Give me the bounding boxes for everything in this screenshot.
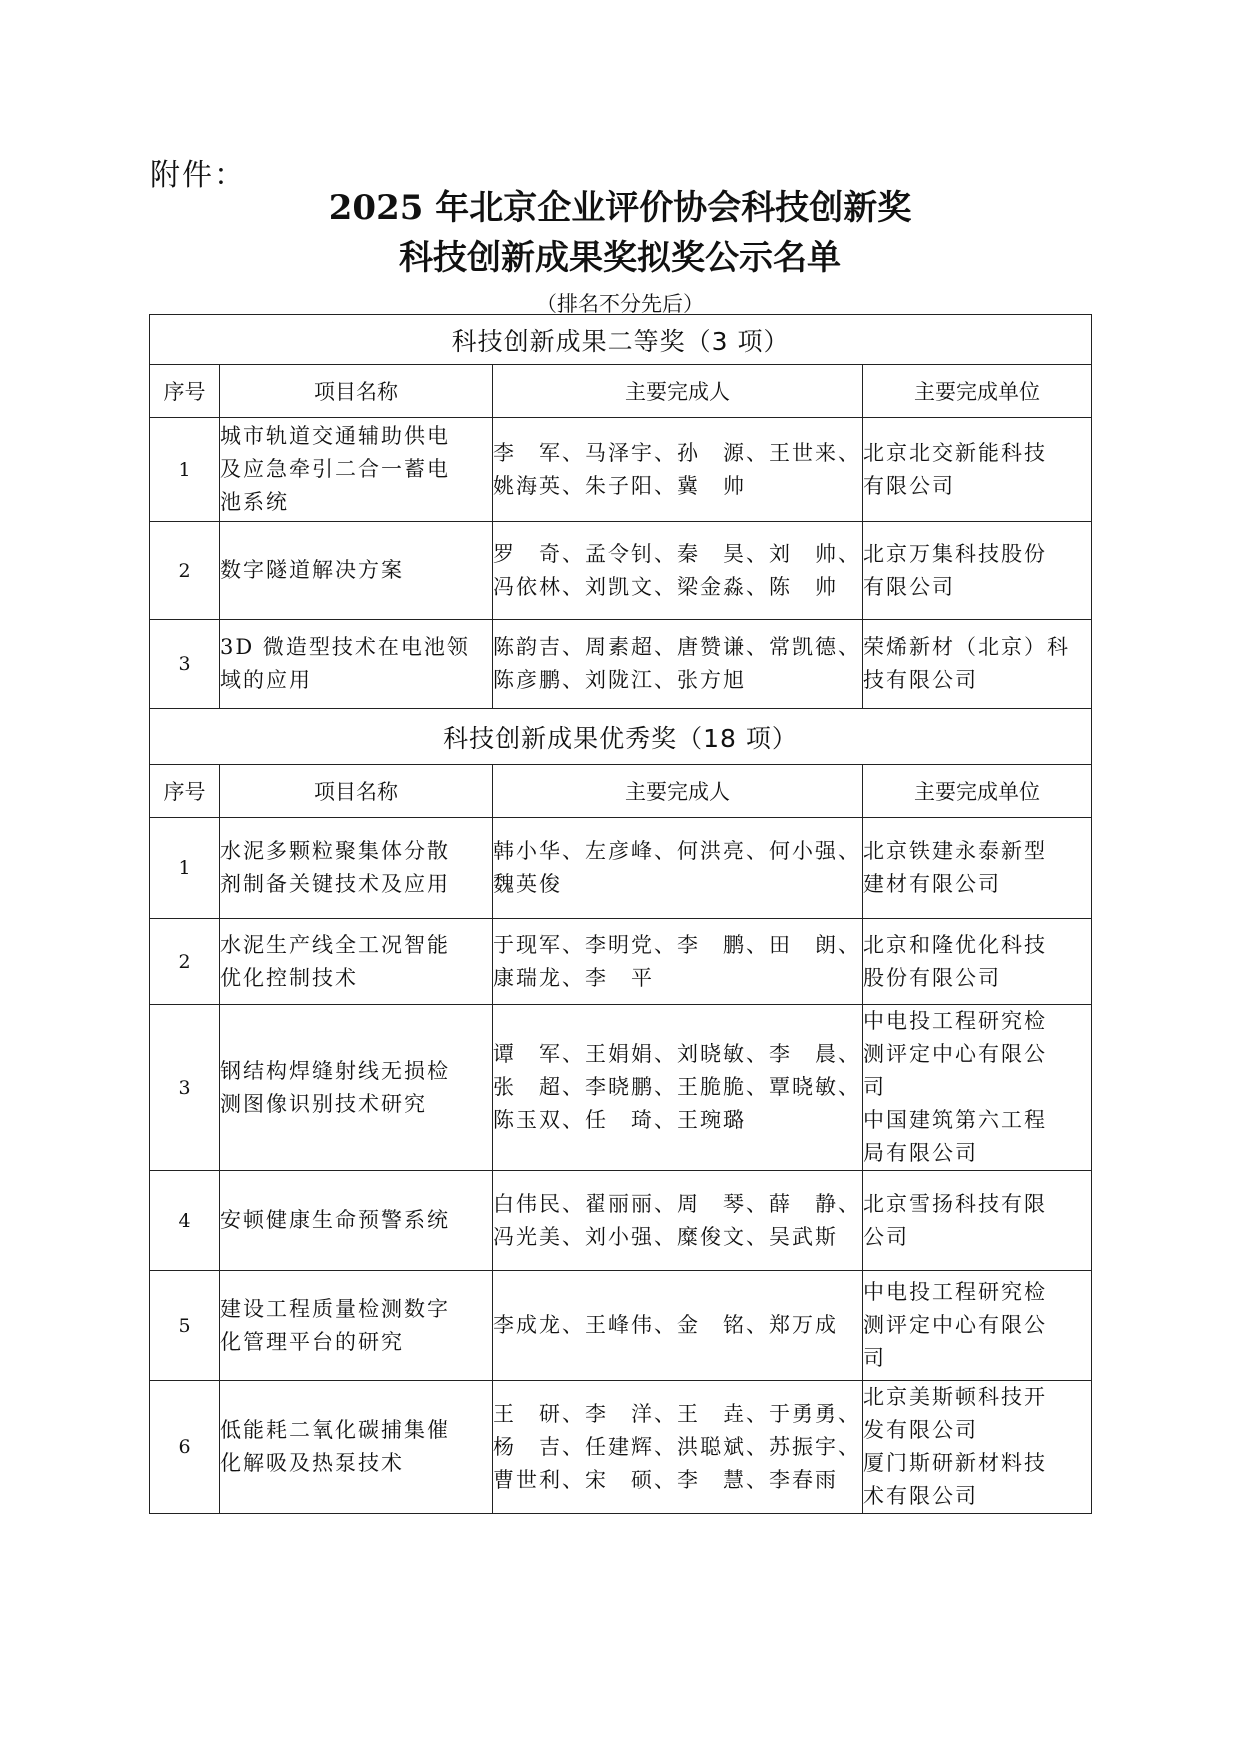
row-index: 6	[150, 1381, 220, 1514]
main-units: 北京雪扬科技有限 公司	[863, 1171, 1092, 1271]
award-list-table	[149, 314, 1092, 1514]
row-index: 1	[150, 418, 220, 522]
main-persons: 谭 军、王娟娟、刘晓敏、李 晨、 张 超、李晓鹏、王脆脆、覃晓敏、 陈玉双、任 琦、王琬璐	[493, 1005, 863, 1171]
header-project: 项目名称	[220, 365, 493, 418]
main-persons: 李 军、马泽宇、孙 源、王世来、 姚海英、朱子阳、冀 帅	[493, 418, 863, 522]
table-row	[150, 1171, 1092, 1271]
row-index: 3	[150, 620, 220, 709]
page-title-line1: 2025 年北京企业评价协会科技创新奖	[328, 188, 912, 228]
main-persons: 白伟民、翟丽丽、周 琴、薛 静、 冯光美、刘小强、糜俊文、吴武斯	[493, 1171, 863, 1271]
column-header-row	[150, 365, 1092, 418]
column-header-row	[150, 765, 1092, 818]
header-persons: 主要完成人	[493, 365, 863, 418]
main-persons: 李成龙、王峰伟、金 铭、郑万成	[493, 1271, 863, 1381]
section-title: 科技创新成果二等奖（3 项）	[150, 315, 1092, 365]
project-name: 数字隧道解决方案	[220, 522, 493, 620]
header-project: 项目名称	[220, 765, 493, 818]
header-index: 序号	[150, 765, 220, 818]
attachment-label: 附件：	[150, 158, 246, 193]
row-index: 1	[150, 818, 220, 919]
table-row	[150, 1381, 1092, 1514]
project-name: 钢结构焊缝射线无损检 测图像识别技术研究	[220, 1005, 493, 1171]
project-name: 水泥生产线全工况智能 优化控制技术	[220, 919, 493, 1005]
main-units: 北京北交新能科技 有限公司	[863, 418, 1092, 522]
page-title-line2: 科技创新成果奖拟奖公示名单	[399, 238, 841, 278]
section-title: 科技创新成果优秀奖（18 项）	[150, 709, 1092, 765]
main-persons: 韩小华、左彦峰、何洪亮、何小强、 魏英俊	[493, 818, 863, 919]
table-row	[150, 818, 1092, 919]
table-row	[150, 1271, 1092, 1381]
row-index: 3	[150, 1005, 220, 1171]
project-name: 建设工程质量检测数字 化管理平台的研究	[220, 1271, 493, 1381]
main-units: 北京万集科技股份 有限公司	[863, 522, 1092, 620]
main-units: 北京和隆优化科技 股份有限公司	[863, 919, 1092, 1005]
main-persons: 罗 奇、孟令钊、秦 昊、刘 帅、 冯依林、刘凯文、梁金淼、陈 帅	[493, 522, 863, 620]
table-row	[150, 418, 1092, 522]
table-row	[150, 522, 1092, 620]
project-name: 3D 微造型技术在电池领 域的应用	[220, 620, 493, 709]
table-row	[150, 620, 1092, 709]
main-units: 荣烯新材（北京）科 技有限公司	[863, 620, 1092, 709]
main-persons: 王 研、李 洋、王 垚、于勇勇、 杨 吉、任建辉、洪聪斌、苏振宇、 曹世利、宋 硕、李 慧、李春雨	[493, 1381, 863, 1514]
main-units: 中电投工程研究检 测评定中心有限公 司	[863, 1271, 1092, 1381]
row-index: 5	[150, 1271, 220, 1381]
header-index: 序号	[150, 365, 220, 418]
table-row	[150, 919, 1092, 1005]
project-name: 城市轨道交通辅助供电 及应急牵引二合一蓄电 池系统	[220, 418, 493, 522]
project-name: 低能耗二氧化碳捕集催 化解吸及热泵技术	[220, 1381, 493, 1514]
main-persons: 于现军、李明党、李 鹏、田 朗、 康瑞龙、李 平	[493, 919, 863, 1005]
header-persons: 主要完成人	[493, 765, 863, 818]
header-units: 主要完成单位	[863, 365, 1092, 418]
ranking-note: （排名不分先后）	[536, 292, 704, 316]
table-row	[150, 1005, 1092, 1171]
main-units: 北京铁建永泰新型 建材有限公司	[863, 818, 1092, 919]
section-header-row	[150, 315, 1092, 365]
header-units: 主要完成单位	[863, 765, 1092, 818]
row-index: 4	[150, 1171, 220, 1271]
section-header-row	[150, 709, 1092, 765]
main-units: 北京美斯顿科技开 发有限公司 厦门斯研新材料技 术有限公司	[863, 1381, 1092, 1514]
project-name: 安顿健康生命预警系统	[220, 1171, 493, 1271]
row-index: 2	[150, 522, 220, 620]
main-persons: 陈韵吉、周素超、唐赞谦、常凯德、 陈彦鹏、刘陇江、张方旭	[493, 620, 863, 709]
main-units: 中电投工程研究检 测评定中心有限公 司 中国建筑第六工程 局有限公司	[863, 1005, 1092, 1171]
row-index: 2	[150, 919, 220, 1005]
project-name: 水泥多颗粒聚集体分散 剂制备关键技术及应用	[220, 818, 493, 919]
